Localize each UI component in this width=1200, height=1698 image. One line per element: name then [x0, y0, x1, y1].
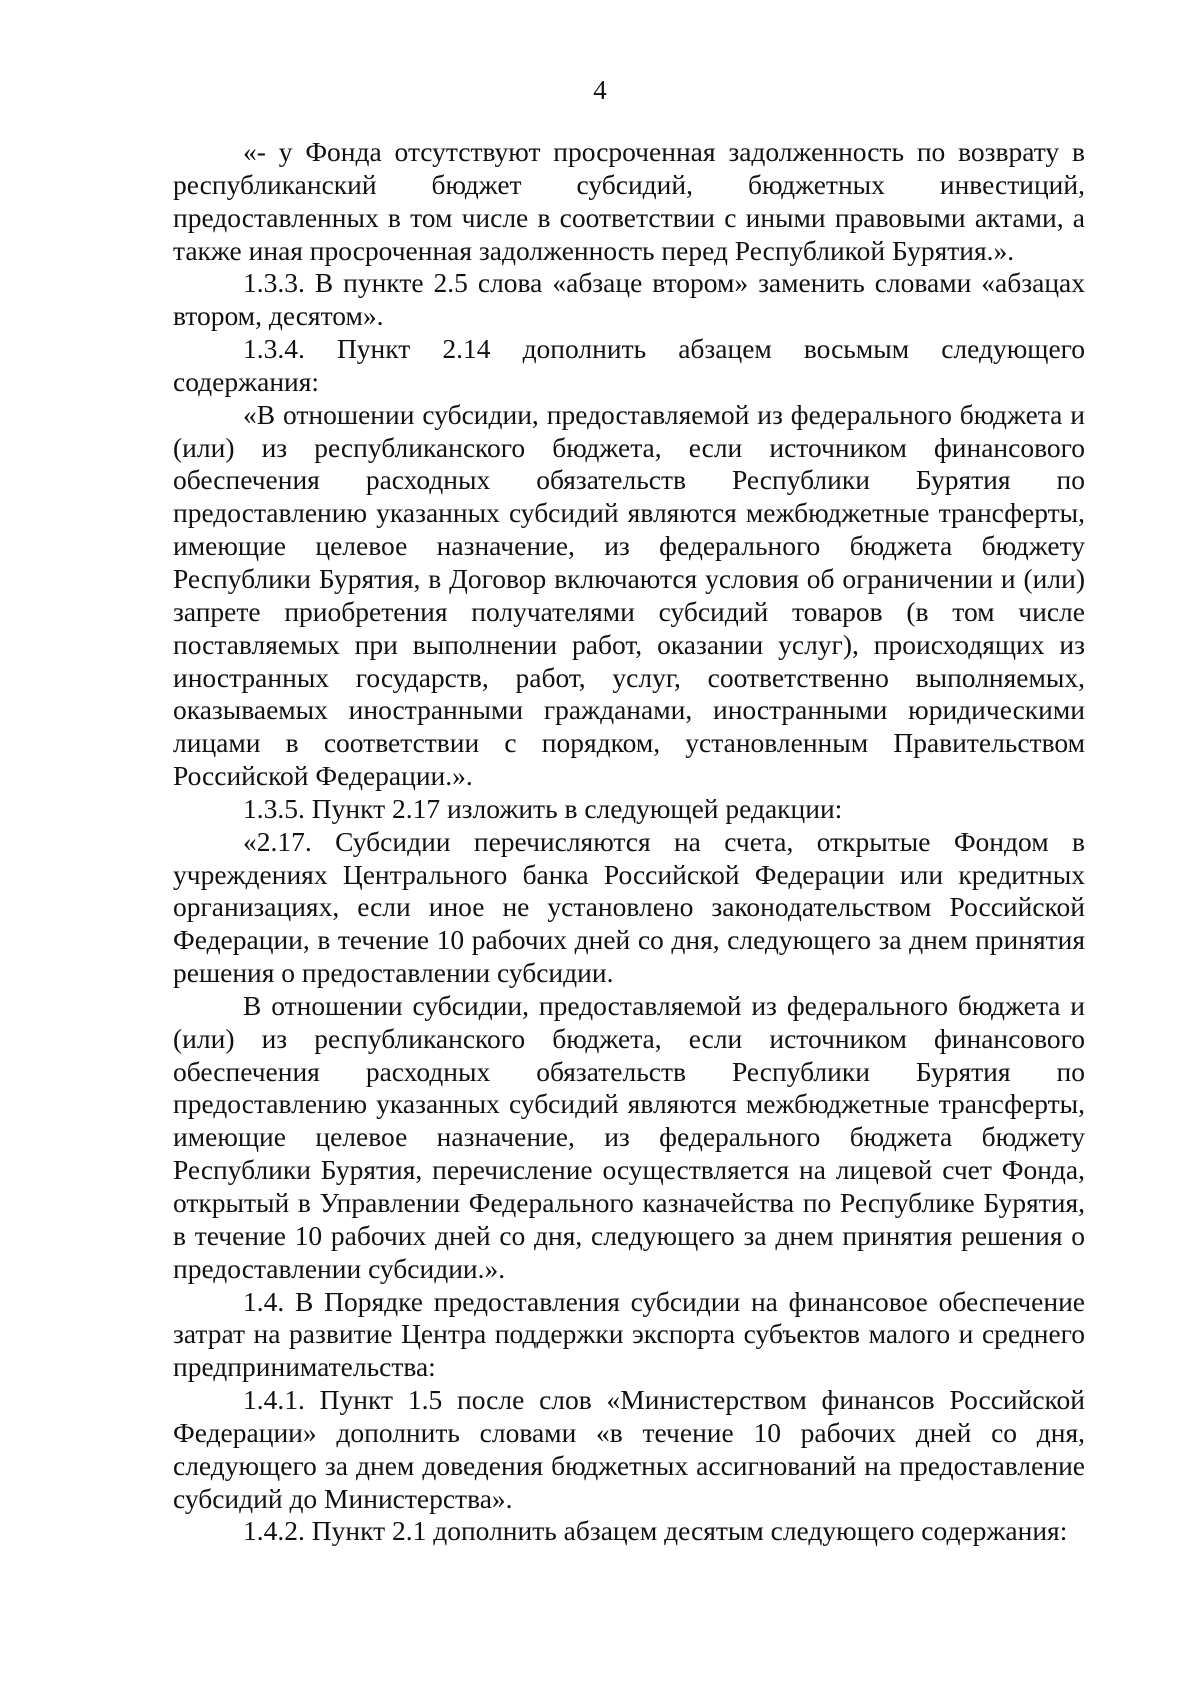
paragraph: 1.4.1. Пункт 1.5 после слов «Министерством финансов Российской Федерации» дополнить словами «в течение 10 рабочих дней со дня, следующего за днем доведения бюджетных ассигнований на предоставление субсидий до Министерства».: [173, 1384, 1085, 1514]
page-number: 4: [593, 75, 607, 105]
paragraph: «2.17. Субсидии перечисляются на счета, открытые Фондом в учреждениях Центрального банка Российской Федерации или кредитных организациях, если иное не установлено законодательством Российской Федерации, в течение 10 рабочих дней со дня, следующего за днем принятия решения о предоставлении субсидии.: [173, 825, 1085, 989]
paragraph: 1.3.3. В пункте 2.5 слова «абзаце втором» заменить словами «абзацах втором, десятом».: [173, 267, 1085, 332]
paragraph: В отношении субсидии, предоставляемой из федерального бюджета и (или) из республиканского бюджета, если источником финансового обеспечения расходных обязательств Республики Бурятия по предоставлению указанных субсидий являются межбюджетные трансферты, имеющие целевое назначение, из федерального бюджета бюджету Республики Бурятия, перечисление осуществляется на лицевой счет Фонда, открытый в Управлении Федерального казначейства по Республике Бурятия, в течение 10 рабочих дней со дня, следующего за днем принятия решения о предоставлении субсидии.».: [173, 989, 1085, 1284]
paragraph: 1.3.4. Пункт 2.14 дополнить абзацем восьмым следующего содержания:: [173, 333, 1085, 397]
paragraph: 1.3.5. Пункт 2.17 изложить в следующей редакции:: [243, 792, 843, 824]
paragraph: 1.4.2. Пункт 2.1 дополнить абзацем десятым следующего содержания:: [243, 1515, 1068, 1547]
paragraph: «- у Фонда отсутствуют просроченная задолженность по возврату в республиканский бюджет субсидий, бюджетных инвестиций, предоставленных в том числе в соответствии с иными правовыми актами, а также иная просроченная задолженность перед Республикой Бурятия.».: [173, 136, 1085, 266]
paragraph: «В отношении субсидии, предоставляемой из федерального бюджета и (или) из республиканского бюджета, если источником финансового обеспечения расходных обязательств Республики Бурятия по предоставлению указанных субсидий являются межбюджетные трансферты, имеющие целевое назначение, из федерального бюджета бюджету Республики Бурятия, в Договор включаются условия об ограничении и (или) запрете приобретения получателями субсидий товаров (в том числе поставляемых при выполнении работ, оказании услуг), происходящих из иностранных государств, работ, услуг, соответственно выполняемых, оказываемых иностранными гражданами, иностранными юридическими лицами в соответствии с порядком, установленным Правительством Российской Федерации.».: [173, 398, 1085, 792]
document-body: [173, 136, 1085, 1548]
paragraph: 1.4. В Порядке предоставления субсидии на финансовое обеспечение затрат на развитие Центра поддержки экспорта субъектов малого и среднего предпринимательства:: [173, 1285, 1085, 1383]
